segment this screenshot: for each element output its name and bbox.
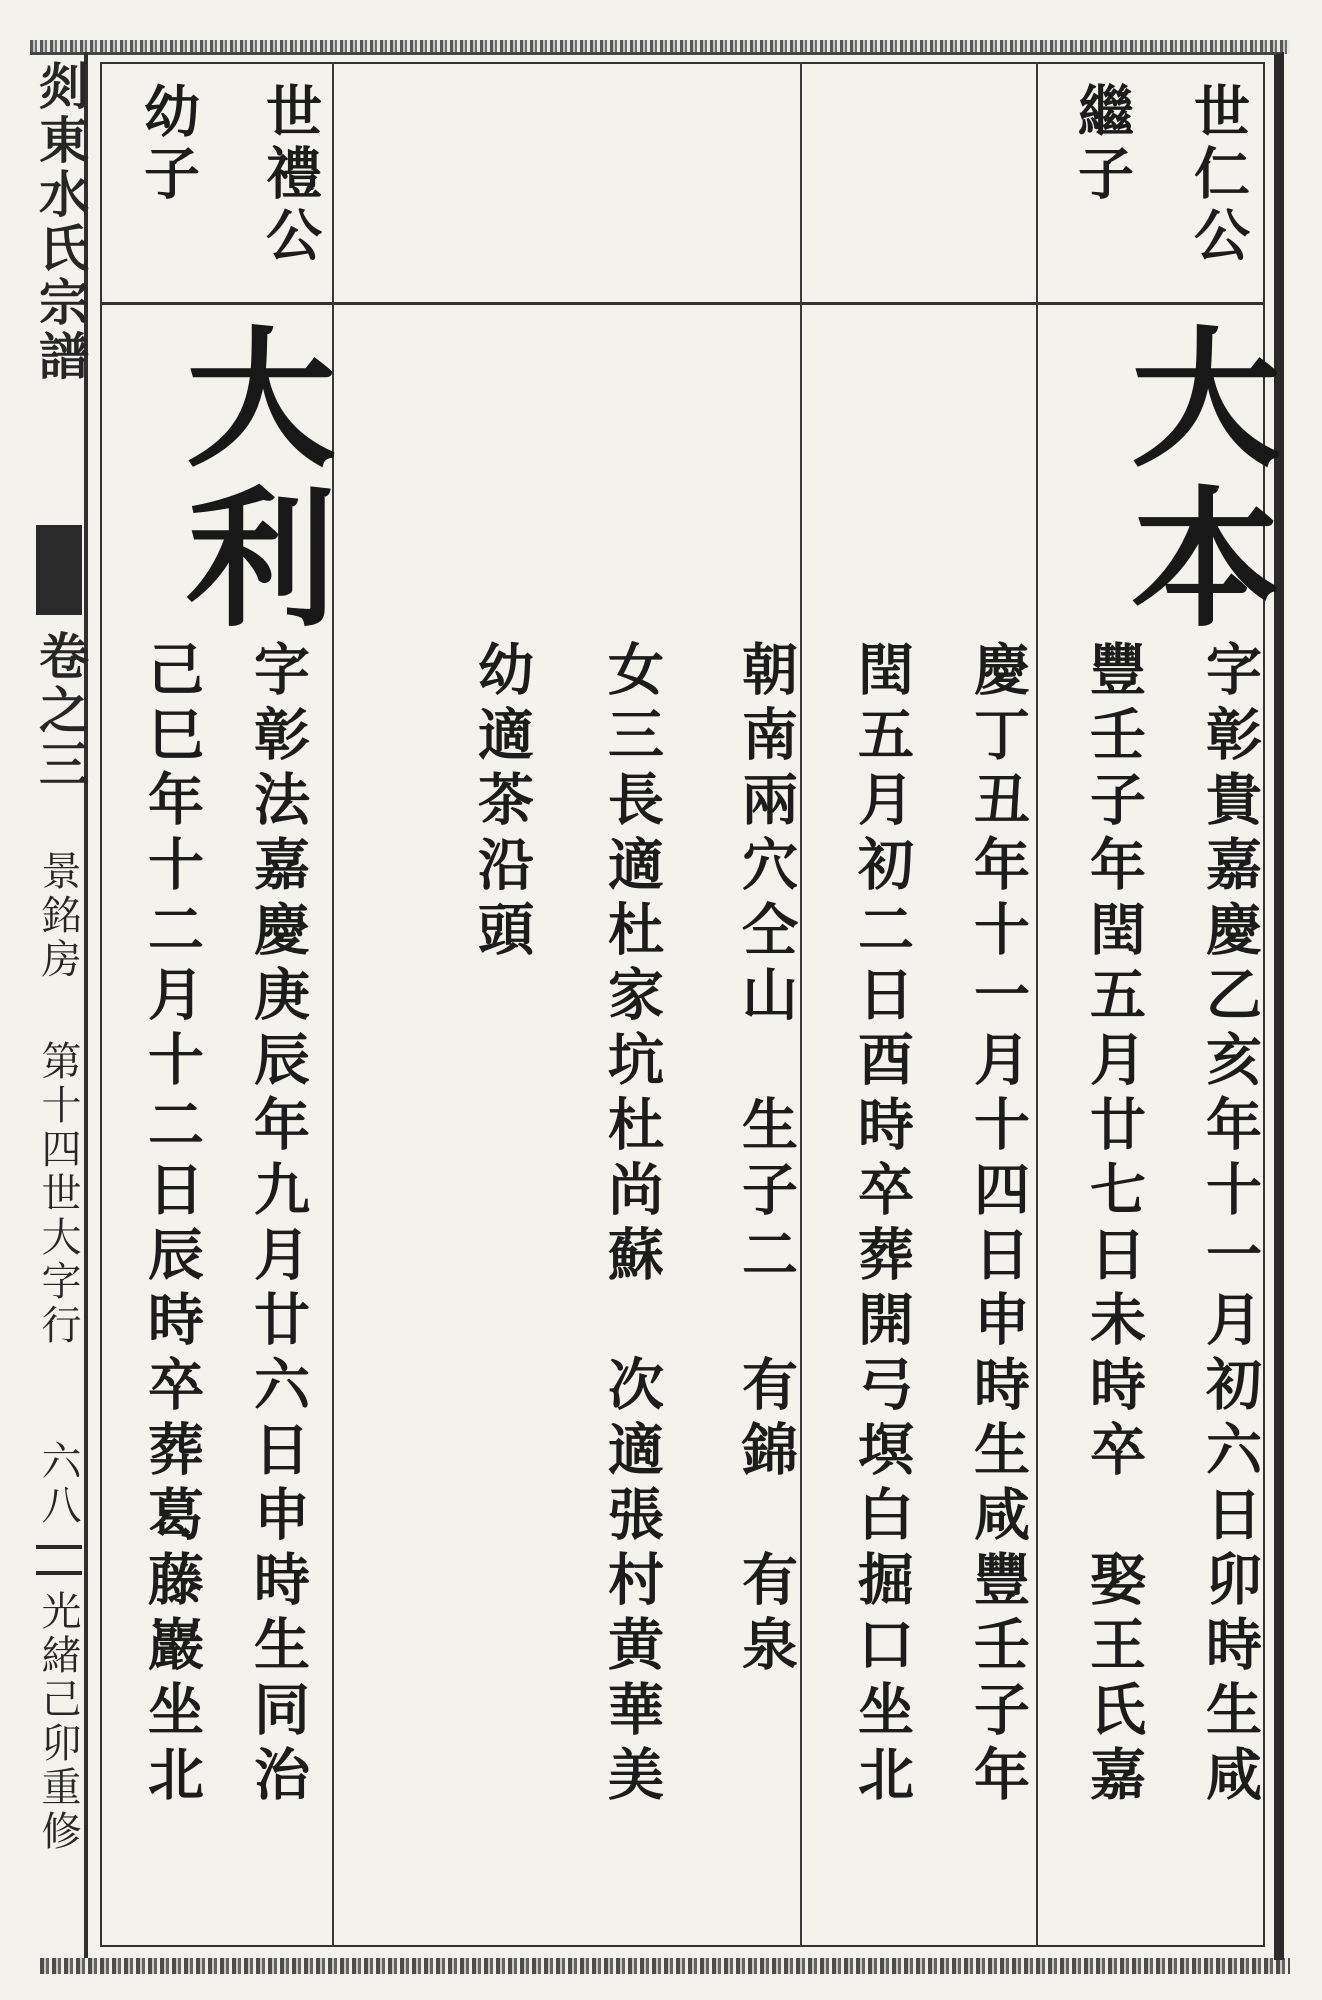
right-record-column-6: 女三長適杜家坑杜尚蘇 次適張村黄華美	[599, 640, 665, 1810]
right-record-column-1: 字彰貴嘉慶乙亥年十一月初六日卯時生咸	[1197, 640, 1263, 1810]
right-header-relation: 繼子	[1069, 82, 1135, 206]
spine-page-number: 六八	[35, 1440, 81, 1528]
right-record-column-2: 豐壬子年閏五月廿七日未時卒 娶王氏嘉	[1081, 640, 1147, 1810]
spine-generation: 第十四世大字行	[35, 1040, 81, 1348]
header-row-divider	[100, 302, 1265, 305]
left-record-column-2: 己巳年十二月十二日辰時卒葬葛藤巖坐北	[139, 640, 205, 1810]
left-header-name: 世禮公	[257, 82, 323, 268]
spine-branch: 景銘房	[35, 850, 81, 982]
right-header-name: 世仁公	[1185, 82, 1251, 268]
right-record-column-7: 幼適茶沿頭	[469, 640, 535, 965]
left-record-column-1: 字彰法嘉慶庚辰年九月廿六日申時生同治	[245, 640, 311, 1810]
right-record-column-5: 朝南兩穴仝山 生子二 有錦 有泉	[733, 640, 799, 1680]
right-record-column-3: 慶丁丑年十一月十四日申時生咸豐壬子年	[965, 640, 1031, 1810]
spine-title: 剡東水氏宗譜	[31, 60, 90, 384]
scan-edge-bottom	[40, 1958, 1290, 1974]
left-header-relation: 幼子	[135, 82, 201, 206]
spine-black-fishtail	[36, 525, 82, 615]
spine-edition: 光緒己卯重修	[35, 1590, 81, 1854]
right-record-column-4: 閏五月初二日酉時卒葬開弓塓白掘口坐北	[849, 640, 915, 1810]
spine-double-rule	[36, 1545, 82, 1575]
spine-volume: 卷之三	[31, 630, 90, 792]
left-person-name: 大利	[160, 320, 336, 640]
right-person-name: 大本	[1105, 320, 1281, 640]
